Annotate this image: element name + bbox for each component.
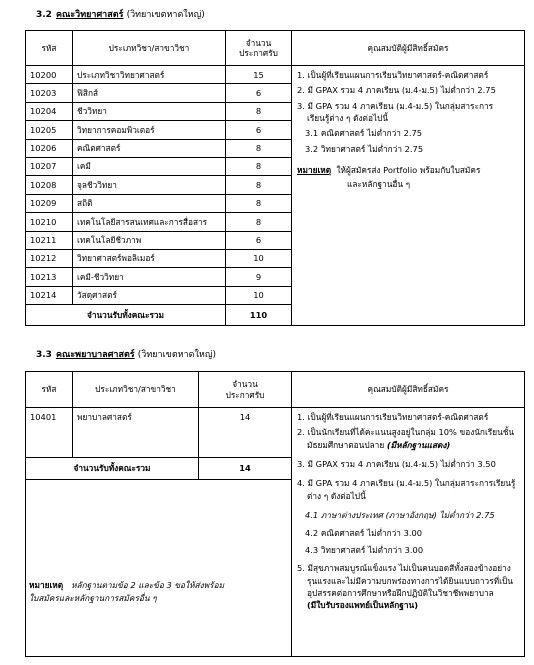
qual-1: 1. เป็นผู้ที่เรียนแผนการเรียนวิทยาศาสตร์-คณิตศาสตร์: [297, 412, 489, 422]
note-label: หมายเหตุ: [29, 580, 64, 590]
table-row: 10209 สถิติ 8: [26, 194, 525, 212]
science-note-cont: และหลักฐานอื่น ๆ: [347, 178, 411, 189]
header-seats: จำนวน ประกาศรับ: [226, 31, 292, 66]
section-33-title: [36, 350, 216, 361]
qual-3-cont: เรียนรู้ต่าง ๆ ดังต่อไปนี้: [307, 113, 389, 124]
table-row: 10214 วัสดุศาสตร์ 10: [26, 286, 525, 304]
table-row: 10210 เทคโนโลยีสารสนเทศและการสื่อสาร 8: [26, 213, 525, 231]
nursing-faculty-table: [25, 371, 525, 657]
qual-4-cont: ต่าง ๆ ดังต่อไปนี้: [307, 490, 366, 501]
row-major: พยาบาลศาสตร์: [73, 408, 199, 458]
header-qualifications: คุณสมบัติผู้มีสิทธิ์สมัคร: [292, 372, 525, 408]
note-label: หมายเหตุ: [297, 165, 332, 176]
total-value: 110: [226, 305, 292, 326]
header-code: รหัส: [26, 31, 73, 66]
qual-5-cont-1: รุนแรงและไม่มีความบกพร่องทางการได้ยินแบบถาวรที่เป็น: [307, 575, 513, 586]
row-major: ประเภทวิชาวิทยาศาสตร์: [73, 66, 226, 84]
section-33-faculty: คณะพยาบาลศาสตร์: [55, 350, 135, 360]
section-33-number: 3.3: [36, 350, 52, 360]
qual-4-2: 4.2 คณิตศาสตร์ ไม่ต่ำกว่า 3.00: [305, 527, 423, 538]
section-32-faculty: คณะวิทยาศาสตร์: [55, 10, 124, 20]
table-row: 10213 เคมี-ชีววิทยา 9: [26, 268, 525, 286]
row-seats: 15: [226, 66, 292, 84]
qual-4-1: 4.1 ภาษาต่างประเทศ (ภาษาอังกฤษ) ไม่ต่ำกว่า 2.75: [305, 510, 495, 521]
header-qualifications: คุณสมบัติผู้มีสิทธิ์สมัคร: [292, 31, 525, 66]
row-code: 10200: [26, 66, 73, 84]
section-32-campus: (วิทยาเขตหาดใหญ่): [126, 10, 205, 20]
table-row: 10207 เคมี 8: [26, 157, 525, 175]
qual-3-2: 3.2 วิทยาศาสตร์ ไม่ต่ำกว่า 2.75: [305, 143, 424, 154]
header-major: ประเภทวิชา/สาขาวิชา: [73, 31, 226, 66]
qual-3: 3. มี GPAX รวม 4 ภาคเรียน (ม.4-ม.5) ไม่ต่ำกว่า 3.50: [297, 459, 496, 470]
section-33-campus: (วิทยาเขตหาดใหญ่): [137, 350, 217, 360]
qual-1: 1. เป็นผู้ที่เรียนแผนการเรียนวิทยาศาสตร์-คณิตศาสตร์: [297, 70, 489, 80]
science-note: หมายเหตุ ให้ผู้สมัครส่ง Portfolio พร้อมกับใบสมัคร: [297, 165, 481, 176]
table-row: 10212 วิทยาศาสตร์พอลิเมอร์ 10: [26, 249, 525, 267]
qual-5: 5. มีสุขภาพสมบูรณ์แข็งแรง ไม่เป็นคนบอดสีทั้งสองข้างอย่าง: [297, 563, 511, 574]
table-row: 10206 คณิตศาสตร์ 8: [26, 139, 525, 157]
table-row: 10205 วิทยาการคอมพิวเตอร์ 6: [26, 121, 525, 139]
science-faculty-table: [25, 30, 525, 326]
qual-2: 2. เป็นนักเรียนที่ได้คะแนนสูงอยู่ในกลุ่ม 10% ของนักเรียนชั้น: [297, 427, 515, 438]
section-32-number: 3.2: [36, 10, 52, 20]
header-code: รหัส: [26, 372, 73, 408]
qual-4: 4. มี GPA รวม 4 ภาคเรียน (ม.4-ม.5) ในกลุ่มสาระการเรียนรู้: [297, 478, 516, 489]
table-row: 10208 จุลชีววิทยา 8: [26, 176, 525, 194]
total-value: 14: [199, 458, 292, 480]
table-row: 10211 เทคโนโลยีชีวภาพ 6: [26, 231, 525, 249]
nursing-qualifications: [292, 408, 525, 657]
section-32-title: [36, 10, 205, 21]
row-seats: 14: [199, 408, 292, 458]
qual-3: 3. มี GPA รวม 4 ภาคเรียน (ม.4-ม.5) ในกลุ่มสาระการ: [297, 100, 494, 111]
table-row: [26, 408, 525, 458]
nursing-note-cont: ใบสมัครและหลักฐานการสมัครอื่น ๆ: [29, 593, 157, 604]
qual-5-cont-2: อุปสรรคต่อการศึกษาหรือฝึกปฏิบัติในวิชาชีพพยาบาล: [307, 587, 494, 598]
science-qualifications: [292, 66, 525, 326]
table-row: 10204 ชีววิทยา 8: [26, 102, 525, 120]
qual-2-evidence: (มีหลักฐานแสดง): [386, 439, 451, 450]
header-seats: จำนวน ประกาศรับ: [199, 372, 292, 408]
total-label: จำนวนรับทั้งคณะรวม: [26, 305, 226, 326]
header-major: ประเภทวิชา/สาขาวิชา: [73, 372, 199, 408]
qual-2: 2. มี GPAX รวม 4 ภาคเรียน (ม.4-ม.5) ไม่ต่ำกว่า 2.75: [297, 85, 496, 96]
total-label: จำนวนรับทั้งคณะรวม: [26, 458, 199, 480]
qual-2-cont: มัธยมศึกษาตอนปลาย (มีหลักฐานแสดง): [307, 439, 451, 450]
qual-5-evidence: (มีใบรับรองแพทย์เป็นหลักฐาน): [307, 600, 418, 611]
qual-3-1: 3.1 คณิตศาสตร์ ไม่ต่ำกว่า 2.75: [305, 128, 423, 139]
row-code: 10401: [26, 408, 73, 458]
nursing-note: หมายเหตุ หลักฐานตามข้อ 2 และข้อ 3 ขอให้ส่งพร้อม ใบสมัครและหลักฐานการสมัครอื่น ๆ: [26, 480, 292, 657]
table-row: [26, 66, 525, 84]
table-row: 10203 ฟิสิกส์ 6: [26, 84, 525, 102]
qual-4-3: 4.3 วิทยาศาสตร์ ไม่ต่ำกว่า 3.00: [305, 544, 424, 555]
